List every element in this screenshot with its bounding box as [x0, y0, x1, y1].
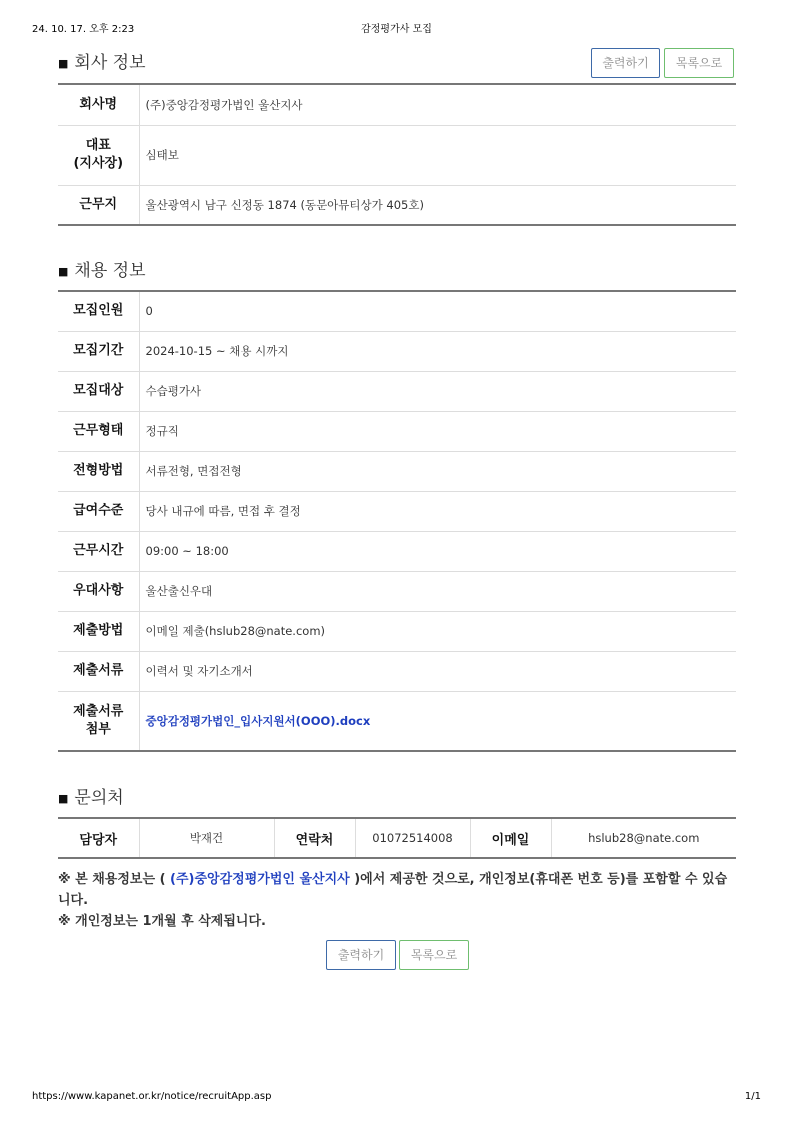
- row-value: 울산출신우대: [139, 571, 736, 611]
- row-label: 제출서류: [58, 651, 139, 691]
- print-footer: [32, 1091, 761, 1105]
- representative-value: 심태보: [139, 125, 736, 185]
- table-row: [58, 185, 736, 225]
- list-button-bottom[interactable]: 목록으로: [399, 940, 469, 970]
- company-name-label: 회사명: [58, 84, 139, 125]
- row-label: 근무시간: [58, 531, 139, 571]
- workplace-label: 근무지: [58, 185, 139, 225]
- print-document-title: 감정평가사 모집: [361, 24, 432, 35]
- row-value: 0: [139, 291, 736, 331]
- row-label: 모집인원: [58, 291, 139, 331]
- list-button-top[interactable]: 목록으로: [664, 48, 734, 78]
- recruit-info-table: [58, 290, 736, 752]
- row-value: 2024-10-15 ~ 채용 시까지: [139, 331, 736, 371]
- row-value: 09:00 ~ 18:00: [139, 531, 736, 571]
- table-row: [58, 491, 736, 531]
- row-label: 근무형태: [58, 411, 139, 451]
- print-header: [32, 20, 761, 36]
- table-row: [58, 411, 736, 451]
- table-row: [58, 651, 736, 691]
- attachment-label: 제출서류 첨부: [58, 691, 139, 751]
- privacy-notice: [58, 869, 738, 932]
- contact-phone-value: 01072514008: [355, 818, 470, 858]
- square-bullet-icon: ■: [58, 265, 69, 278]
- contact-table: [58, 817, 736, 859]
- table-row: [58, 451, 736, 491]
- row-value: 정규직: [139, 411, 736, 451]
- company-section-title: ■ 회사 정보: [58, 53, 146, 73]
- table-row: [58, 611, 736, 651]
- notice-line-1: ※ 본 채용정보는 ( (주)중앙감정평가법인 울산지사 )에서 제공한 것으로, 개인정보(휴대폰 번호 등)를 포함할 수 있습니다.: [58, 872, 728, 908]
- row-label: 모집대상: [58, 371, 139, 411]
- table-row: [58, 531, 736, 571]
- print-button-top[interactable]: 출력하기: [591, 48, 660, 78]
- contact-email-value: hslub28@nate.com: [588, 831, 700, 845]
- row-value: 서류전형, 면접전형: [139, 451, 736, 491]
- notice-company-name: (주)중앙감정평가법인 울산지사: [170, 872, 350, 887]
- row-label: 우대사항: [58, 571, 139, 611]
- table-row: [58, 371, 736, 411]
- print-button-bottom[interactable]: 출력하기: [326, 940, 396, 970]
- row-label: 제출방법: [58, 611, 139, 651]
- table-row: [58, 818, 736, 858]
- table-row: [58, 84, 736, 125]
- company-info-table: [58, 83, 736, 226]
- company-name-value: (주)중앙감정평가법인 울산지사: [139, 84, 736, 125]
- attachment-value: [139, 691, 736, 751]
- contact-person-label: 담당자: [58, 818, 139, 858]
- row-label: 전형방법: [58, 451, 139, 491]
- workplace-value: 울산광역시 남구 신정동 1874 (동문아뮤티상가 405호): [145, 197, 424, 212]
- contact-phone-label: 연락처: [274, 818, 355, 858]
- contact-email-label: 이메일: [470, 818, 551, 858]
- contact-section-title: ■ 문의처: [58, 788, 124, 808]
- table-row: [58, 691, 736, 751]
- row-value: 이력서 및 자기소개서: [139, 651, 736, 691]
- contact-person-value: 박재건: [139, 818, 274, 858]
- print-date: 24. 10. 17. 오후 2:23: [32, 24, 135, 35]
- table-row: [58, 331, 736, 371]
- table-row: [58, 291, 736, 331]
- table-row: [58, 125, 736, 185]
- row-value: 수습평가사: [139, 371, 736, 411]
- row-label: 모집기간: [58, 331, 139, 371]
- row-value: 이메일 제출(hslub28@nate.com): [139, 611, 736, 651]
- notice-line-2: ※ 개인정보는 1개월 후 삭제됩니다.: [58, 914, 266, 929]
- attachment-download-link[interactable]: 중앙감정평가법인_입사지원서(OOO).docx: [145, 713, 371, 728]
- square-bullet-icon: ■: [58, 792, 69, 805]
- table-row: [58, 571, 736, 611]
- recruit-section-title: ■ 채용 정보: [58, 261, 146, 281]
- page-url: https://www.kapanet.or.kr/notice/recruitApp.asp: [32, 1091, 272, 1102]
- row-value: 당사 내규에 따름, 면접 후 결정: [139, 491, 736, 531]
- square-bullet-icon: ■: [58, 57, 69, 70]
- representative-label: 대표 (지사장): [58, 125, 139, 185]
- row-label: 급여수준: [58, 491, 139, 531]
- page-number: 1/1: [744, 1091, 761, 1102]
